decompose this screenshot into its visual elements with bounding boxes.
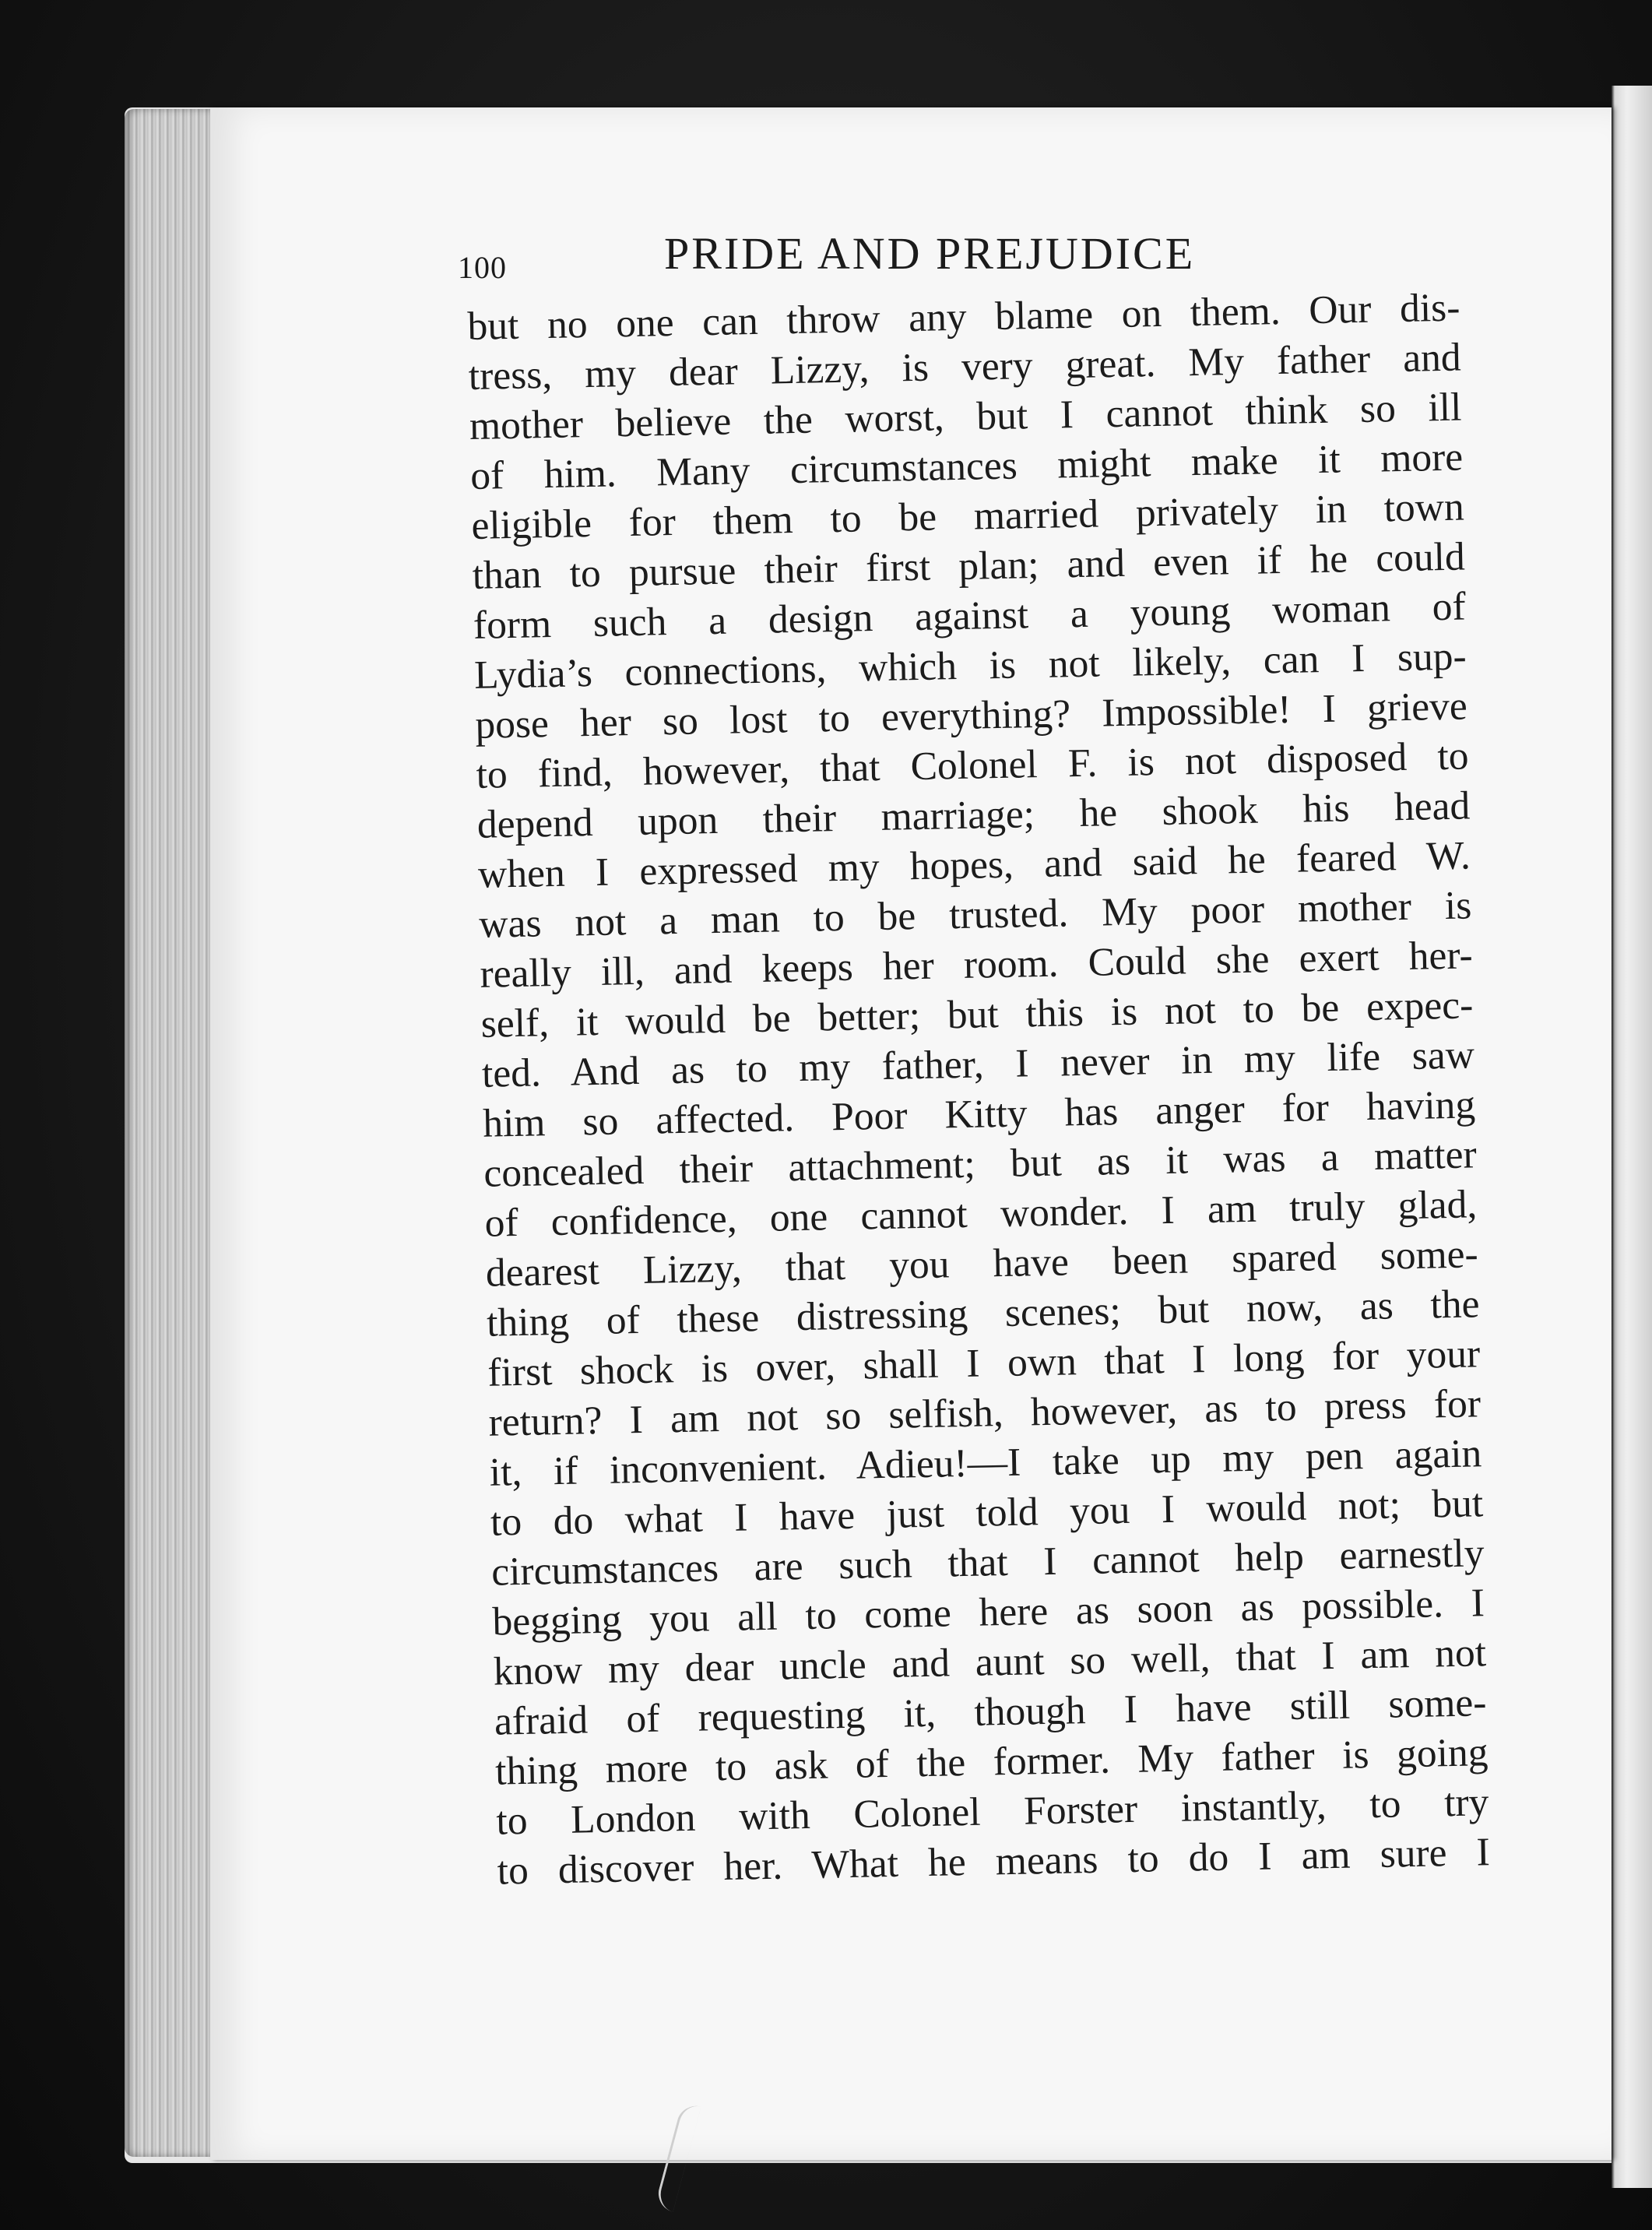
text-line: to discover her. What he means to do I am sure I (497, 1830, 1491, 1894)
running-title: PRIDE AND PREJUDICE (664, 228, 1196, 279)
text-line: concealed their attachment; but as it was a matter (483, 1132, 1478, 1196)
text-line: form such a design against a young woman of (473, 584, 1467, 648)
text-line: tress, my dear Lizzy, is very great. My father and (468, 335, 1462, 399)
text-line: thing more to ask of the former. My father is going (494, 1730, 1489, 1794)
text-line: mother believe the worst, but I cannot think so ill (469, 385, 1462, 448)
text-line: was not a man to be trusted. My poor mother is (478, 883, 1472, 947)
text-line: to find, however, that Colonel F. is not disposed to (476, 733, 1470, 797)
text-line: return? I am not so selfish, however, as to press for (488, 1381, 1482, 1445)
text-line: Lydia’s connections, which is not likely, can I sup- (473, 634, 1467, 698)
text-line: begging you all to come here as soon as possible. I (492, 1581, 1485, 1644)
text-line: eligible for them to be married privately in town (470, 484, 1465, 548)
text-line: dearest Lizzy, that you have been spared some- (485, 1232, 1479, 1296)
text-line: but no one can throw any blame on them. Our dis- (467, 285, 1460, 349)
text-line: afraid of requesting it, though I have still some- (494, 1680, 1487, 1744)
text-line: depend upon their marriage; he shook his head (476, 783, 1471, 847)
page-edges (125, 109, 222, 2157)
text-line: of him. Many circumstances might make it more (469, 434, 1464, 498)
text-line: thing of these distressing scenes; but now, as the (486, 1282, 1480, 1345)
text-line: know my dear uncle and aunt so well, that I am not (493, 1630, 1487, 1694)
text-line: ted. And as to my father, I never in my life saw (481, 1032, 1475, 1096)
text-line: circumstances are such that I cannot help earnestly (490, 1531, 1485, 1595)
text-line: him so affected. Poor Kitty has anger for having (482, 1082, 1476, 1146)
text-line: of confidence, one cannot wonder. I am truly glad, (484, 1182, 1478, 1246)
text-line: pose her so lost to everything? Impossible! I grieve (474, 684, 1468, 747)
page-number: 100 (458, 250, 507, 285)
text-line: to do what I have just told you I would not; but (490, 1481, 1484, 1545)
text-line: than to pursue their first plan; and even if he could (472, 534, 1466, 598)
text-line: when I expressed my hopes, and said he feared W. (477, 833, 1471, 897)
text-line: really ill, and keeps her room. Could she exert her- (480, 933, 1474, 997)
body-text (467, 283, 1490, 1897)
running-head (458, 227, 1236, 290)
text-line: it, if inconvenient. Adieu!—I take up my pen again (489, 1431, 1482, 1495)
text-line: self, it would be better; but this is not to be expec- (480, 983, 1474, 1046)
text-line: to London with Colonel Forster instantly, to try (495, 1780, 1489, 1844)
next-page-edge (1612, 86, 1652, 2188)
text-line: first shock is over, shall I own that I long for your (487, 1331, 1481, 1395)
